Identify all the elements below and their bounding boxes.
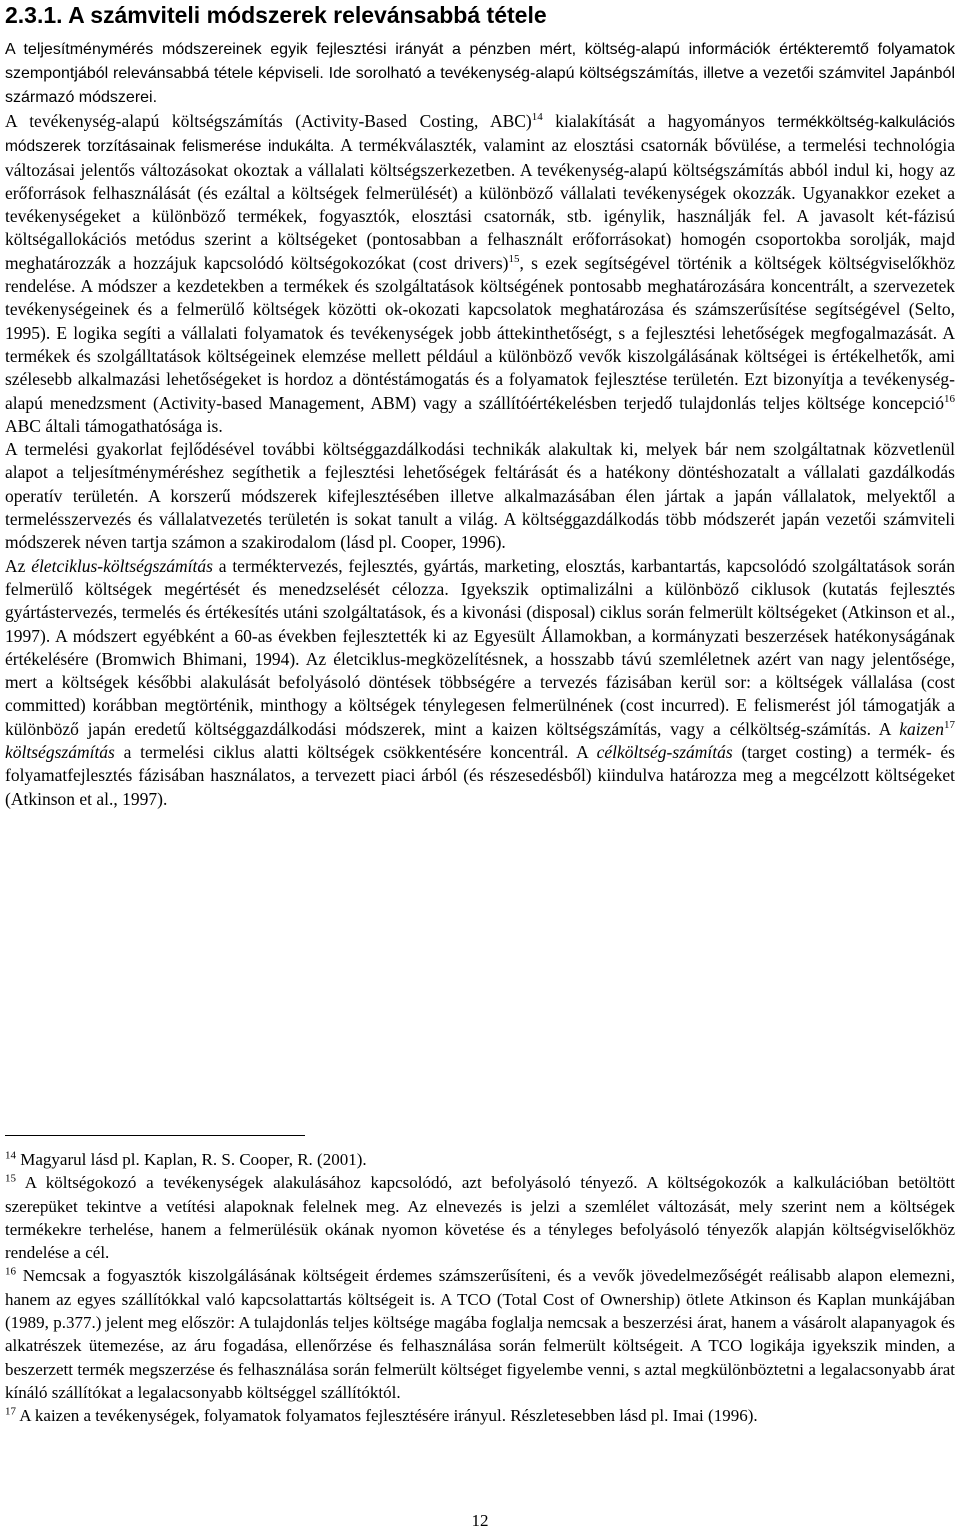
section-heading: 2.3.1. A számviteli módszerek relevánsabbá tétele (5, 2, 547, 28)
footnote-number-14: 14 (5, 1149, 16, 1162)
footnote-separator (5, 1135, 305, 1136)
kaizen-term: kaizen (899, 718, 944, 739)
paragraph-japanese-methods: A termelési gyakorlat fejlődésével további költséggazdálkodási technikák alakultak ki, melyek bár nem szolgáltatnak közvetlenül alapot a teljesítményméréshez segíthetik a fejlesztési lehetőségek feltárását és a hatékony döntéshozatalt a vállalati gazdálkodás operatív területén. A korszerű módszerek kifejlesztésében illetve alkalmazásában élen jártak a japán vállalatok, melyektől a termelésszervezés és vállalatvezetés területén is sokat tanult a világ. A költséggazdálkodás több módszerét japán vezetői számviteli módszerek néven tartja számon a szakirodalom (lásd pl. Cooper, 1996). (5, 439, 955, 553)
abc-text-2: kialakítását a hagyományos (542, 111, 778, 131)
kaizen-costing-term: költségszámítás (5, 742, 115, 763)
lifecycle-text-4: (target costing) a termék- és folyamatfejlesztés fázisában használatos, a tervezett piaci árból (és részesedésből) kiindulva határozza meg a megcélzott költségeket (Atkinson et al., 1997). (5, 742, 955, 809)
footnotes (5, 1148, 955, 1428)
lifecycle-text-3: a termelési ciklus alatti költségek csökkentésére koncentrál. A (114, 742, 597, 763)
footnote-number-15: 15 (5, 1172, 16, 1185)
main-text (5, 110, 955, 811)
footnote-16 (5, 1264, 955, 1404)
lifecycle-term: életciklus-költségszámítás (31, 555, 213, 576)
footnote-text-16: Nemcsak a fogyasztók kiszolgálásának költségeit érdemes számszerűsíteni, és a vevők jövedelmezőségét reálisabb alapon elemezni, hanem az egyes szállítókkal való kapcsolattartás költségeit is. A TCO (Total Cost of Ownership) ötlete Atkinson és Kaplan munkájában (1989, p.377.) jelent meg először: A tulajdonlás teljes költsége magába foglalja nemcsak a beszerzési árat, hanem a vásárolt alapanyagok és alkatrészek ütemezése, az áru fogadása, ellenőrzése és felhasználása során felmerült költségeit. A TCO logikája igyekszik minden, a beszerzett termék megszerzése és felhasználása során felmerült költséget figyelembe venni, s aztal megkülönböztetni a legalacsonyabb árat kínáló szállítókat a legalacsonyabb költséggel szállítóktól. (5, 1266, 955, 1402)
abc-text-4: A termékválaszték, valamint az elosztási csatornák bővülése, a termelési technológia változásai jelentős változásokat okoztak a vállalati költségszerkezetben. A tevékenység-alapú költségszámítás abból indul ki, hogy az erőforrások felhasználását (és ezáltal a költségek felmerülését) a különböző vállalati tevékenységek okozzák. Ugyanakkor ezeket a tevékenységeket a különböző termékek, fogyasztók, elosztási csatornák, stb. igénylik, használják fel. A javasolt két-fázisú költségallokációs metódus szerint a költségeket (pontosabban a felhasznált erőforrásokat) homogén csoportokba sorolják, majd meghatározzák a hozzájuk kapcsolódó költségokozókat (cost drivers) (5, 135, 955, 273)
lifecycle-text-2: a terméktervezés, fejlesztés, gyártás, marketing, elosztás, karbantartás, kapcsolódó szolgáltatások során felmerülő költségek megértését és menedzselését célozza. Igyekszik optimalizálni a különböző ciklusok (kutatás fejlesztés gyártástervezés, termelés és értékesítés utáni szolgáltatások, és a kivonási (disposal) ciklus során felmerült költségeket (Atkinson et al., 1997). A módszert egyébként a 60-as években fejlesztették ki az Egyesült Államokban, a kormányzati beszerzések hatékonyságának értékelésére (Bromwich Bhimani, 1994). Az életciklus-megközelítésnek, a hosszabb távú szemléletnek azért van nagy jelentősége, mert a költségek későbbi alakulását befolyásoló döntések többségére a tervezés fázisában kerül sor: a költségek vállalása (cost committed) korábban megtörténik, minthogy a költségek ténylegesen felmerülnének (cost incurred). E felismerést jól támogatják a különböző japán eredetű költséggazdálkodási módszerek, mint a kaizen költségszámítás, vagy a célköltség-számítás. A (5, 555, 956, 739)
abc-text-1: A tevékenység-alapú költségszámítás (Activity-Based Costing, ABC) (5, 111, 532, 131)
footnote-ref-14: 14 (531, 111, 543, 124)
footnote-ref-15: 15 (508, 252, 520, 265)
page-number: 12 (471, 1511, 489, 1530)
abc-text-3: termékköltség-kalkulációs módszerek torzításainak felismerése indukálta. (5, 114, 955, 156)
footnote-17 (5, 1404, 955, 1427)
paragraph-abc (5, 110, 955, 438)
footnote-text-15: A költségokozó a tevékenységek alakulásához kapcsolódó, azt befolyásoló tényező. A költségokozók a kalkulációban betöltött szerepüket tekintve a vetítési alapoknak felelnek meg. Az elnevezés is jelzi a szemlélet változását, mely szerint nem a költségek termékekre terhelése, hanem a felmerülésük okának nyomon követése és a tényleges befolyásoló tényezők alapján költségviselőkhöz rendelése a cél. (5, 1173, 955, 1263)
footnote-15 (5, 1171, 955, 1264)
footnote-text-14: Magyarul lásd pl. Kaplan, R. S. Cooper, R. (2001). (16, 1150, 367, 1169)
lifecycle-text-1: Az (5, 555, 32, 576)
abc-text-6: ABC általi támogathatósága is. (5, 415, 223, 436)
paragraph-lifecycle (5, 555, 955, 811)
footnote-ref-16: 16 (944, 392, 955, 405)
footnote-number-16: 16 (5, 1265, 16, 1278)
footnote-text-17: A kaizen a tevékenységek, folyamatok folyamatos fejlesztésére irányul. Részletesebben lásd pl. Imai (1996). (16, 1406, 758, 1426)
footnote-14 (5, 1148, 955, 1171)
footnote-number-17: 17 (5, 1405, 16, 1418)
footnote-ref-17: 17 (944, 718, 955, 731)
abc-text-5: , s ezek segítségével történik a költségek költségviselőkhöz rendelése. A módszer a kezdetekben a termékek és szolgáltatások költségének pontosabb meghatározására koncentrált, a szervezetek tevékenységeinek és a felmerülő költségek közötti ok-okozati kapcsolatok meghatározása és számszerűsítése segítségével (Selto, 1995). E logika segíti a vállalati folyamatok és tevékenységek jobb áttekinthetőségt, s a fejlesztési lehetőségek megfogalmazását. A termékek és szolgálltatások költségeinek elemzése mellett például a különböző vevők kiszolgálásának költségei is értékelhetők, ami szélesebb alkalmazási lehetőségeket is hordoz a döntéstámogatás és a folyamatok fejlesztése területén. Ezt bizonyítja a tevékenység-alapú menedzsment (Activity-based Management, ABM) vagy a szállítóértékelésben terjedő tulajdonlás teljes költsége koncepció (5, 252, 956, 413)
intro-paragraph: A teljesítménymérés módszereinek egyik fejlesztési irányát a pénzben mért, költség-alapú információk értékteremtő folyamatok szempontjából relevánsabbá tétele képviseli. Ide sorolható a tevékenység-alapú költségszámítás, illetve a vezetői számvitel Japánból származó módszerei. (5, 41, 955, 106)
target-costing-term: célköltség-számítás (596, 742, 733, 763)
